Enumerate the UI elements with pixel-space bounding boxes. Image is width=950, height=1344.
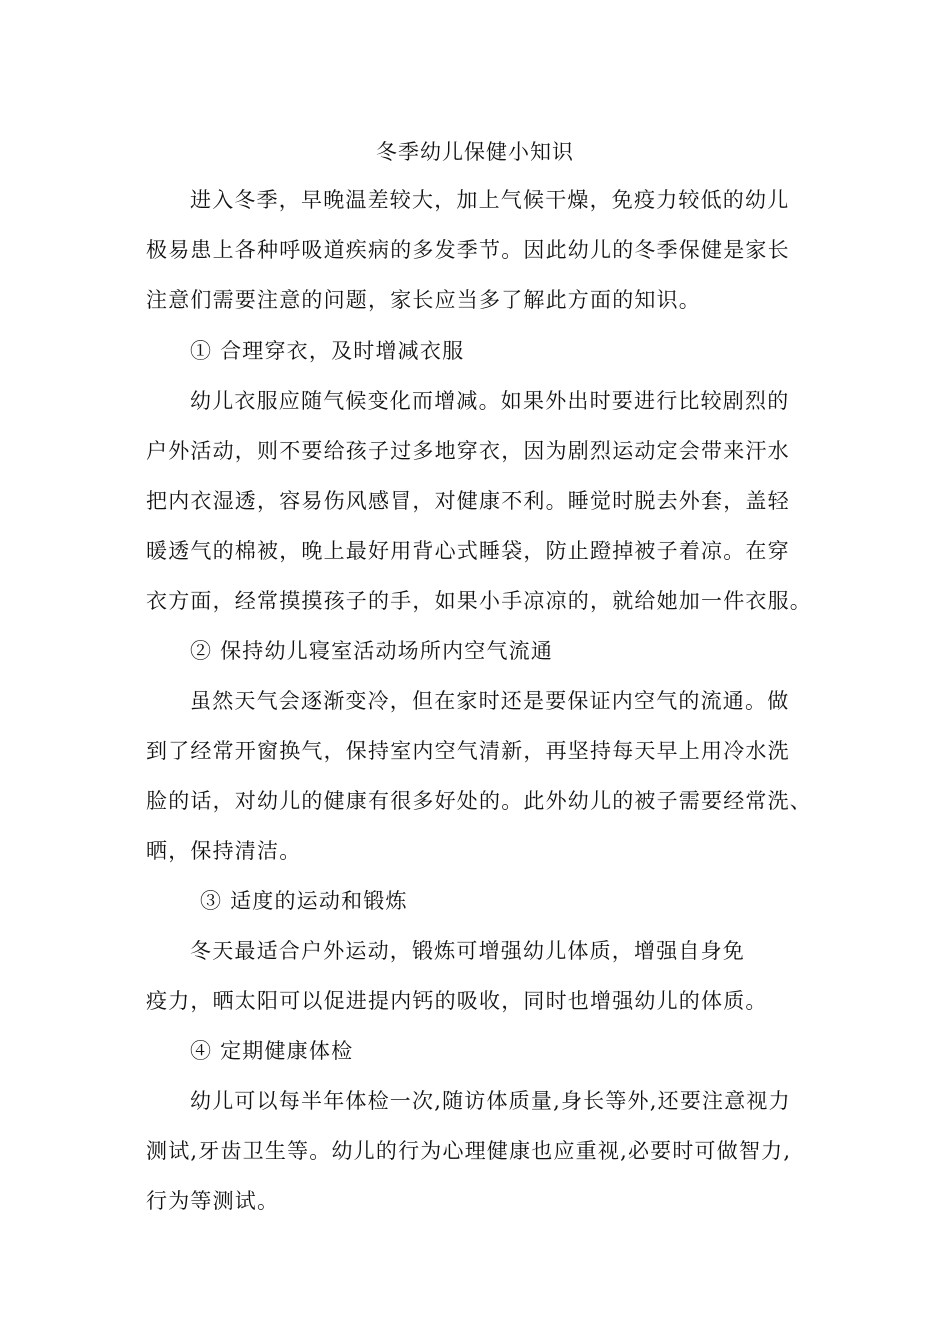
document-title: 冬季幼儿保健小知识 — [376, 140, 574, 164]
paragraph-line: 注意们需要注意的问题，家长应当多了解此方面的知识。 — [146, 288, 701, 312]
paragraph-line: 虽然天气会逐渐变冷，但在家时还是要保证内空气的流通。做 — [190, 689, 790, 713]
paragraph-line: 测试,牙齿卫生等。幼儿的行为心理健康也应重视,必要时可做智力, — [146, 1139, 792, 1163]
paragraph-line: 行为等测试。 — [146, 1189, 280, 1213]
paragraph-line: 极易患上各种呼吸道疾病的多发季节。因此幼儿的冬季保健是家长 — [146, 238, 790, 262]
paragraph-line: 晒，保持清洁。 — [146, 839, 302, 863]
paragraph-line: 疫力，晒太阳可以促进提内钙的吸收，同时也增强幼儿的体质。 — [146, 989, 768, 1013]
paragraph-line: 脸的话，对幼儿的健康有很多好处的。此外幼儿的被子需要经常洗、 — [146, 789, 812, 813]
paragraph-line: 户外活动，则不要给孩子过多地穿衣，因为剧烈运动定会带来汗水 — [146, 439, 790, 463]
paragraph-line: 衣方面，经常摸摸孩子的手，如果小手凉凉的，就给她加一件衣服。 — [146, 589, 812, 613]
paragraph-line: 把内衣湿透，容易伤风感冒，对健康不利。睡觉时脱去外套，盖轻 — [146, 489, 790, 513]
section-heading: ② 保持幼儿寝室活动场所内空气流通 — [190, 639, 554, 663]
section-heading: ④ 定期健康体检 — [190, 1039, 354, 1063]
paragraph-line: 冬天最适合户外运动，锻炼可增强幼儿体质，增强自身免 — [190, 939, 745, 963]
section-heading: ③ 适度的运动和锻炼 — [200, 889, 408, 913]
paragraph-line: 幼儿衣服应随气候变化而增减。如果外出时要进行比较剧烈的 — [190, 389, 790, 413]
paragraph-line: 幼儿可以每半年体检一次,随访体质量,身长等外,还要注意视力 — [190, 1089, 791, 1113]
paragraph-line: 暖透气的棉被，晚上最好用背心式睡袋，防止蹬掉被子着凉。在穿 — [146, 539, 790, 563]
paragraph-line: 进入冬季，早晚温差较大，加上气候干燥，免疫力较低的幼儿 — [190, 188, 790, 212]
paragraph-line: 到了经常开窗换气，保持室内空气清新，再坚持每天早上用冷水洗 — [146, 739, 790, 763]
section-heading: ① 合理穿衣，及时增减衣服 — [190, 339, 465, 363]
